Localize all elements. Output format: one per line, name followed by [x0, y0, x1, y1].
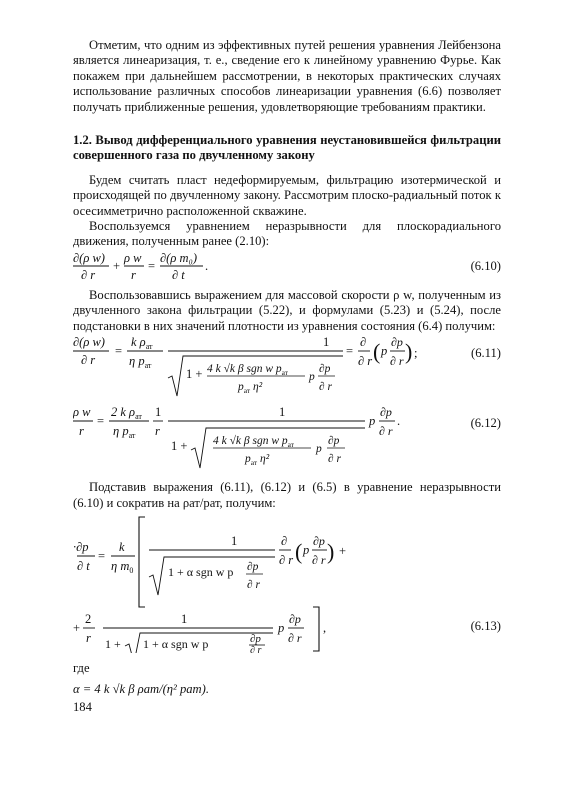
svg-text:p: p — [303, 542, 310, 557]
equation-number: (6.10) — [470, 258, 501, 273]
svg-text:∂ t: ∂ t — [172, 267, 185, 282]
svg-text:∂p: ∂p — [247, 560, 259, 573]
svg-text:r: r — [86, 630, 91, 645]
svg-text:∂p: ∂p — [319, 363, 331, 376]
page-content — [73, 38, 501, 715]
svg-text:η pат: η $p_{ат}$ — [113, 424, 136, 441]
svg-text:(: ( — [373, 339, 381, 365]
svg-text:∂ r: ∂ r — [328, 453, 342, 466]
svg-text:p: p — [316, 443, 322, 456]
svg-text:k: k — [119, 539, 125, 554]
svg-text:pат η²: $p_{ат}$ η² — [238, 381, 263, 396]
svg-text:p: p — [381, 344, 388, 359]
equation-number: (6.12) — [470, 416, 501, 431]
svg-text:1 + α sgn w p: 1 + α sgn w p — [143, 636, 209, 651]
svg-text:1: 1 — [155, 405, 162, 420]
svg-text:1: 1 — [323, 335, 330, 350]
svg-text:(: ( — [295, 538, 303, 564]
svg-text:η pат: η $p_{ат}$ — [129, 354, 152, 371]
svg-text:∂: ∂ — [281, 533, 288, 548]
svg-text:1: 1 — [231, 533, 238, 548]
svg-text:∂ r: ∂ r — [247, 578, 261, 591]
svg-text:∂ r: ∂ r — [279, 552, 294, 567]
svg-text:∂(ρ m₀): ∂(ρ m₀) — [160, 250, 197, 265]
svg-text:+: + — [73, 620, 81, 635]
svg-text:=: = — [115, 344, 123, 359]
svg-text:1: 1 — [279, 405, 286, 420]
section-title: 1.2. Вывод дифференциального уравнения неустановившейся фильтрации совершенного газа по двучленному закону — [73, 133, 501, 163]
svg-text:2 k ρат: 2 k $\rho_{ат}$ — [111, 405, 142, 422]
svg-text:∂p: ∂p — [313, 533, 325, 548]
equation-number: (6.11) — [471, 346, 501, 361]
svg-text:): ) — [327, 538, 335, 564]
formula-6-11 — [73, 334, 413, 400]
svg-text:p: p — [309, 371, 315, 384]
svg-text:∂ t: ∂ t — [77, 558, 90, 573]
svg-text:+: + — [113, 258, 121, 273]
svg-text:,: , — [323, 620, 327, 635]
svg-text:+: + — [339, 543, 347, 558]
svg-text:pат η²: $p_{ат}$ η² — [245, 453, 270, 468]
svg-text:.: . — [397, 414, 401, 429]
svg-text:1 +: 1 + — [105, 636, 121, 651]
svg-text:∂ r: ∂ r — [288, 630, 302, 645]
svg-text:r: r — [155, 424, 160, 439]
svg-text:∂ r: ∂ r — [319, 381, 333, 394]
paragraph-continuity: Воспользуемся уравнением неразрывности для плоскорадиального движения, полученным ранее (2.10): — [73, 219, 501, 249]
svg-text:k ρат: k $\rho_{ат}$ — [131, 335, 153, 352]
svg-text:p: p — [369, 414, 376, 429]
svg-text:=: = — [148, 258, 156, 273]
svg-text:∂ r: ∂ r — [312, 552, 326, 567]
svg-text:1: 1 — [181, 611, 188, 626]
equation-6-10 — [73, 250, 501, 284]
svg-text:1 + α sgn w p: 1 + α sgn w p — [168, 564, 234, 579]
svg-text:ρ w: ρ w — [73, 405, 91, 420]
svg-text:∂p: ∂p — [328, 435, 340, 448]
svg-text:∂(ρ w): ∂(ρ w) — [73, 335, 105, 350]
svg-text:4 k √k β sgn w pат: 4 k √k β sgn w $p_{ат}$ — [207, 363, 289, 378]
svg-text:∂ r: ∂ r — [379, 424, 393, 439]
formula-6-10 — [73, 250, 273, 284]
intro-paragraph: Отметим, что одним из эффективных путей решения уравнения Лейбензона является линеаризация, т. е., сведение его к линейному уравнению Фурье. Как покажем при дальнейшем рассмотрении, в некоторых практических случаях использование различных способов линеаризации уравнения (6.6) позволяет получать приближенные решения, удовлетворяющие требованиям практики. — [73, 38, 501, 114]
equation-6-13 — [73, 515, 501, 653]
svg-text:∂: ∂ — [360, 335, 367, 350]
svg-text:∂(ρ w): ∂(ρ w) — [73, 250, 105, 265]
paragraph-substitution: Воспользовавшись выражением для массовой скорости ρ w, полученным из двучленного закона фильтрации (5.22), и формулами (5.23) и (5.24), после подстановки в них значений плотности из уравнения состояния (6.4) получим: — [73, 287, 501, 333]
svg-text:=: = — [346, 344, 354, 359]
equation-6-11 — [73, 334, 501, 400]
svg-text:2: 2 — [85, 611, 92, 626]
svg-text:1 +: 1 + — [186, 367, 203, 382]
svg-text:=: = — [97, 414, 105, 429]
svg-text:ρ w: ρ w — [124, 250, 142, 265]
svg-text:1 +: 1 + — [171, 439, 188, 454]
svg-text:): ) — [405, 339, 413, 365]
svg-text:∂ r: ∂ r — [358, 354, 373, 369]
svg-text:r: r — [131, 267, 136, 282]
svg-text:.: . — [205, 258, 209, 273]
svg-text:·∂p: ·∂p — [73, 539, 89, 554]
svg-text:∂p: ∂p — [250, 632, 261, 645]
svg-text:∂p: ∂p — [391, 335, 403, 350]
semicolon: ; — [414, 346, 418, 361]
alpha-definition: α = 4 k √k β ρат/(η² pат). — [73, 682, 209, 697]
equation-number: (6.13) — [470, 618, 501, 633]
svg-text:∂ r: ∂ r — [250, 644, 262, 653]
svg-text:∂ r: ∂ r — [81, 353, 96, 368]
paragraph-assumptions: Будем считать пласт недеформируемым, фильтрацию изотермической и происходящей по двучленному закону. Рассмотрим плоско-радиальный поток к осесимметрично расположенной скважине. — [73, 172, 501, 218]
svg-text:=: = — [98, 548, 106, 563]
svg-text:η m0: η $m_0$ — [111, 558, 134, 575]
svg-text:p: p — [278, 620, 285, 635]
svg-text:∂p: ∂p — [380, 405, 392, 420]
page-number: 184 — [73, 699, 92, 714]
equation-6-12 — [73, 404, 501, 472]
paragraph-combine: Подставив выражения (6.11), (6.12) и (6.5) в уравнение неразрывности (6.10) и сократив на ρат/pат, получим: — [73, 480, 501, 510]
formula-6-13 — [73, 515, 363, 653]
svg-text:∂ r: ∂ r — [390, 354, 404, 369]
svg-text:4 k √k β sgn w pат: 4 k √k β sgn w $p_{ат}$ — [213, 435, 295, 450]
where-label: где — [73, 660, 90, 675]
svg-text:∂p: ∂p — [289, 611, 301, 626]
formula-6-12 — [73, 404, 403, 472]
svg-text:∂ r: ∂ r — [81, 267, 96, 282]
svg-text:r: r — [79, 424, 84, 439]
